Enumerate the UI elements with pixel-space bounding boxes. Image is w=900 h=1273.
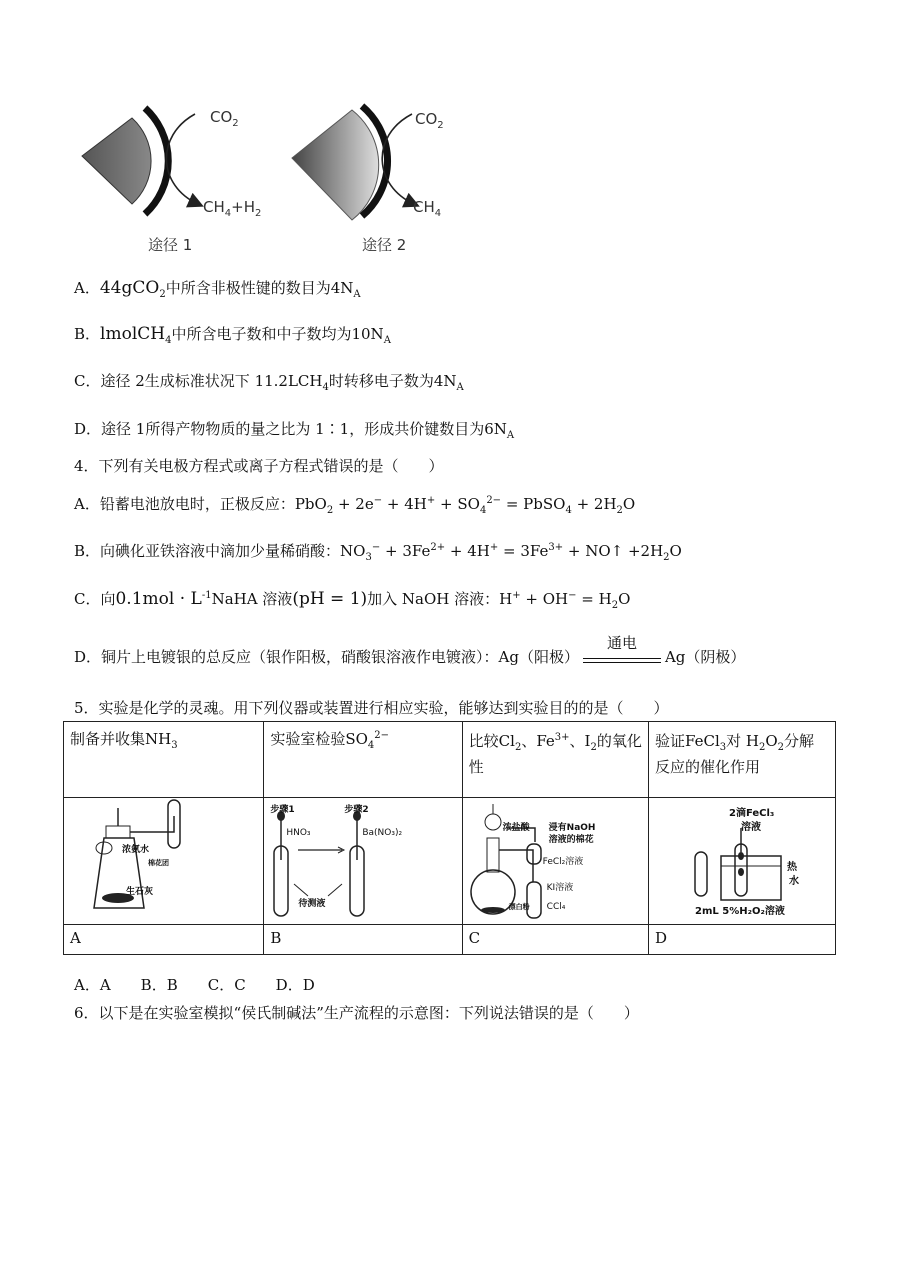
label-solution: 溶液 <box>741 822 761 833</box>
label-ccl4: CCl₄ <box>546 902 566 912</box>
label-step1: 步骤1 <box>270 805 295 815</box>
path2-product: $CH_4$ <box>413 198 442 219</box>
label-cell-b: B <box>264 925 462 955</box>
label-ki: KI溶液 <box>546 883 574 893</box>
label-step2: 步骤2 <box>344 805 369 815</box>
path2-label: 途径 2 <box>362 236 407 254</box>
label-bleach: 漂白粉 <box>508 903 530 911</box>
label-ammonia: 浓氨水 <box>122 845 150 855</box>
label-hcl: 浓盐酸 <box>502 823 530 833</box>
catalyst-2-shape <box>292 110 379 220</box>
q6-stem: 6．以下是在实验室模拟“侯氏制碱法”生产流程的示意图：下列说法错误的是（ ） <box>74 1004 639 1022</box>
label-naoh: 浸有NaOH <box>548 823 596 833</box>
q3-option-c: C．途径 2生成标准状况下 $11.2LCH_4$时转移电子数为$4N_A$ <box>74 372 464 393</box>
label-bano3: Ba(NO₃)₂ <box>362 828 403 838</box>
label-cotton-c: 溶液的棉花 <box>548 835 594 845</box>
label-cotton: 棉花团 <box>148 859 169 867</box>
q3-option-d: D．途径 1所得产物物质的量之比为 1∶1，形成共价键数目为$6N_A$ <box>74 420 515 441</box>
q5-stem: 5．实验是化学的灵魂。用下列仪器或装置进行相应实验，能够达到实验目的的是（ ） <box>74 699 669 717</box>
header-c: 比较$Cl_2$、$Fe^{3+}$、$I_2$的氧化性 <box>462 722 648 798</box>
q4-stem: 4．下列有关电极方程式或离子方程式错误的是（ ） <box>74 457 444 475</box>
label-hot: 热 <box>787 862 797 873</box>
apparatus-a <box>64 798 264 925</box>
q4-option-d: D．铜片上电镀银的总反应（银作阳极，硝酸银溶液作电镀液）：Ag（阳极） 通电 Ag（阴极） <box>74 634 746 666</box>
label-fecl3: 2滴FeCl₃ <box>729 808 775 819</box>
label-hno3: HNO₃ <box>286 828 311 838</box>
header-b: 实验室检验$SO_4^{2-}$ <box>264 722 462 798</box>
label-cell-d: D <box>649 925 836 955</box>
catalyst-1-shape <box>82 118 151 204</box>
label-cell-c: C <box>462 925 648 955</box>
path2-reactant: $CO_2$ <box>415 110 444 131</box>
q5-options: A．A B．B C．C D．D <box>74 976 315 994</box>
experiment-table <box>63 721 836 955</box>
apparatus-d <box>649 798 836 925</box>
q4-option-b: B．向碘化亚铁溶液中滴加少量稀硝酸：$NO_3^- + 3Fe^{2+} + 4H^+ = 3Fe^{3+}$ + NO↑ $+2H_2O$ <box>74 542 682 563</box>
header-a: 制备并收集$NH_3$ <box>64 722 264 798</box>
q4-option-c: C．向$0.1mol \cdot L^{-1}NaHA$ 溶液(pH = 1)加入 NaOH 溶液：$H^+ + OH^- = H_2O$ <box>74 589 631 611</box>
header-d: 验证FeCl$_3$对 $H_2O_2$分解反应的催化作用 <box>649 722 836 798</box>
label-fecl2: FeCl₂溶液 <box>542 857 584 867</box>
q4-option-a: A．铅蓄电池放电时，正极反应：$PbO_2 + 2e^- + 4H^+ + SO_4^{2-}$ = PbSO$_4$ + $2H_2O$ <box>74 495 636 516</box>
label-quicklime: 生石灰 <box>126 887 154 897</box>
q3-option-b: B．lmolCH$_4$中所含电子数和中子数均为$10N_A$ <box>74 324 391 346</box>
apparatus-c <box>462 798 648 925</box>
label-h2o2: 2mL 5%H₂O₂溶液 <box>695 906 785 917</box>
label-sample: 待测液 <box>298 899 326 909</box>
path1-label: 途径 1 <box>148 236 193 254</box>
label-cell-a: A <box>64 925 264 955</box>
electrolysis-arrow: 通电 <box>583 650 661 666</box>
label-water: 水 <box>789 876 799 887</box>
q3-option-a: A．44gCO$_2$中所含非极性键的数目为$4N_A$ <box>74 278 361 300</box>
apparatus-b <box>264 798 462 925</box>
path1-product: $CH_4+H_2$ <box>203 198 262 219</box>
path1-reactant: $CO_2$ <box>210 108 239 129</box>
